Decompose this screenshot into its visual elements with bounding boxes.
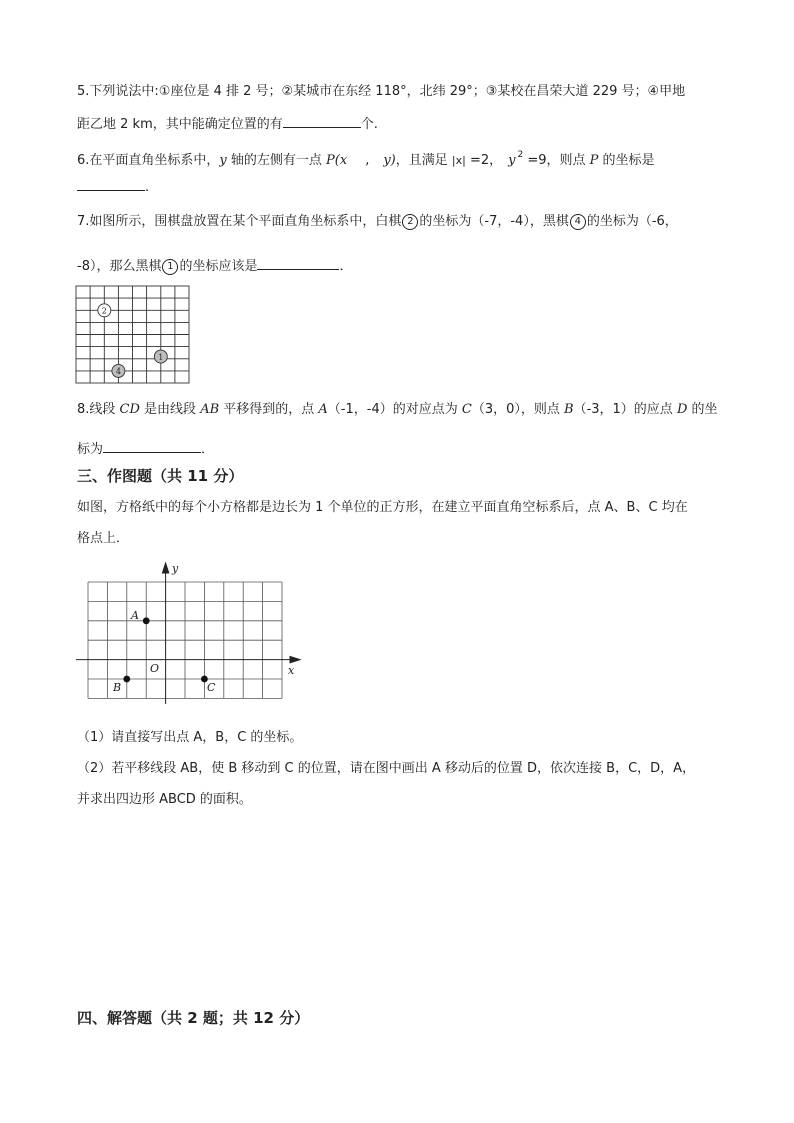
- q6-answer-blank[interactable]: [77, 176, 145, 191]
- y-axis-arrow: [162, 563, 168, 573]
- section3-intro-line1: 如图，方格纸中的每个小方格都是边长为 1 个单位的正方形，在建立平面直角空标系后，点 A、B、C 均在: [77, 500, 688, 515]
- q6-line2: .: [77, 176, 149, 197]
- q8-line1: 8.线段 CD 是由线段 AB 平移得到的，点 A（-1，-4）的对应点为 C（3，0），则点 B（-3，1）的应点 D 的坐: [77, 402, 718, 417]
- section3-part2-line2: 并求出四边形 ABCD 的面积。: [77, 792, 252, 807]
- origin-label: O: [150, 662, 160, 675]
- point-b: [123, 676, 130, 683]
- svg-text:2: 2: [101, 306, 107, 316]
- x-axis-label: x: [288, 664, 295, 677]
- point-a-label: A: [131, 609, 139, 622]
- svg-text:4: 4: [115, 367, 121, 377]
- go-board-figure: [75, 285, 193, 387]
- section3-heading: 三、作图题（共 11 分）: [77, 467, 244, 485]
- q8-line2: 标为 ．: [77, 438, 214, 459]
- point-c-label: C: [207, 681, 216, 694]
- q7-answer-blank[interactable]: [257, 255, 339, 270]
- q5-line2: 距乙地 2 km，其中能确定位置的有 个.: [77, 113, 378, 134]
- coordinate-grid-figure: [74, 560, 306, 704]
- section3-intro-line2: 格点上．: [77, 531, 130, 546]
- point-b-label: B: [113, 681, 122, 694]
- q6-line1: 6.在平面直角坐标系中，y 轴的左侧有一点 P(x , y)，且满足 |x| =2， y $^2$ =9，则点 P 的坐标是: [77, 150, 655, 168]
- q7-line1: 7.如图所示，围棋盘放置在某个平面直角坐标系中，白棋 2 的坐标为（-7，-4），黑棋 4 的坐标为（-6，: [77, 214, 678, 229]
- q5-answer-blank[interactable]: [283, 113, 361, 128]
- q7-line2: -8），那么黑棋 1 的坐标应该是 ．: [77, 255, 353, 276]
- black-stone-4: [112, 364, 125, 377]
- point-a: [143, 617, 150, 624]
- section4-heading: 四、解答题（共 2 题；共 12 分）: [77, 1009, 310, 1027]
- q5-line1: 5.下列说法中:①座位是 4 排 2 号；②某城市在东经 118°，北纬 29°；③某校在昌荣大道 229 号；④甲地: [77, 84, 686, 99]
- y-axis-label: y: [172, 562, 179, 575]
- x-axis-arrow: [290, 656, 300, 662]
- section3-part1: （1）请直接写出点 A，B，C 的坐标。: [77, 730, 303, 745]
- white-stone-2: [98, 304, 111, 317]
- q8-answer-blank[interactable]: [103, 438, 201, 453]
- svg-text:1: 1: [158, 352, 164, 362]
- go-board-grid: [76, 286, 189, 383]
- black-stone-1: [154, 350, 167, 363]
- section3-part2-line1: （2）若平移线段 AB，使 B 移动到 C 的位置，请在图中画出 A 移动后的位置 D，依次连接 B，C，D，A，: [77, 761, 696, 776]
- axes: [76, 563, 300, 704]
